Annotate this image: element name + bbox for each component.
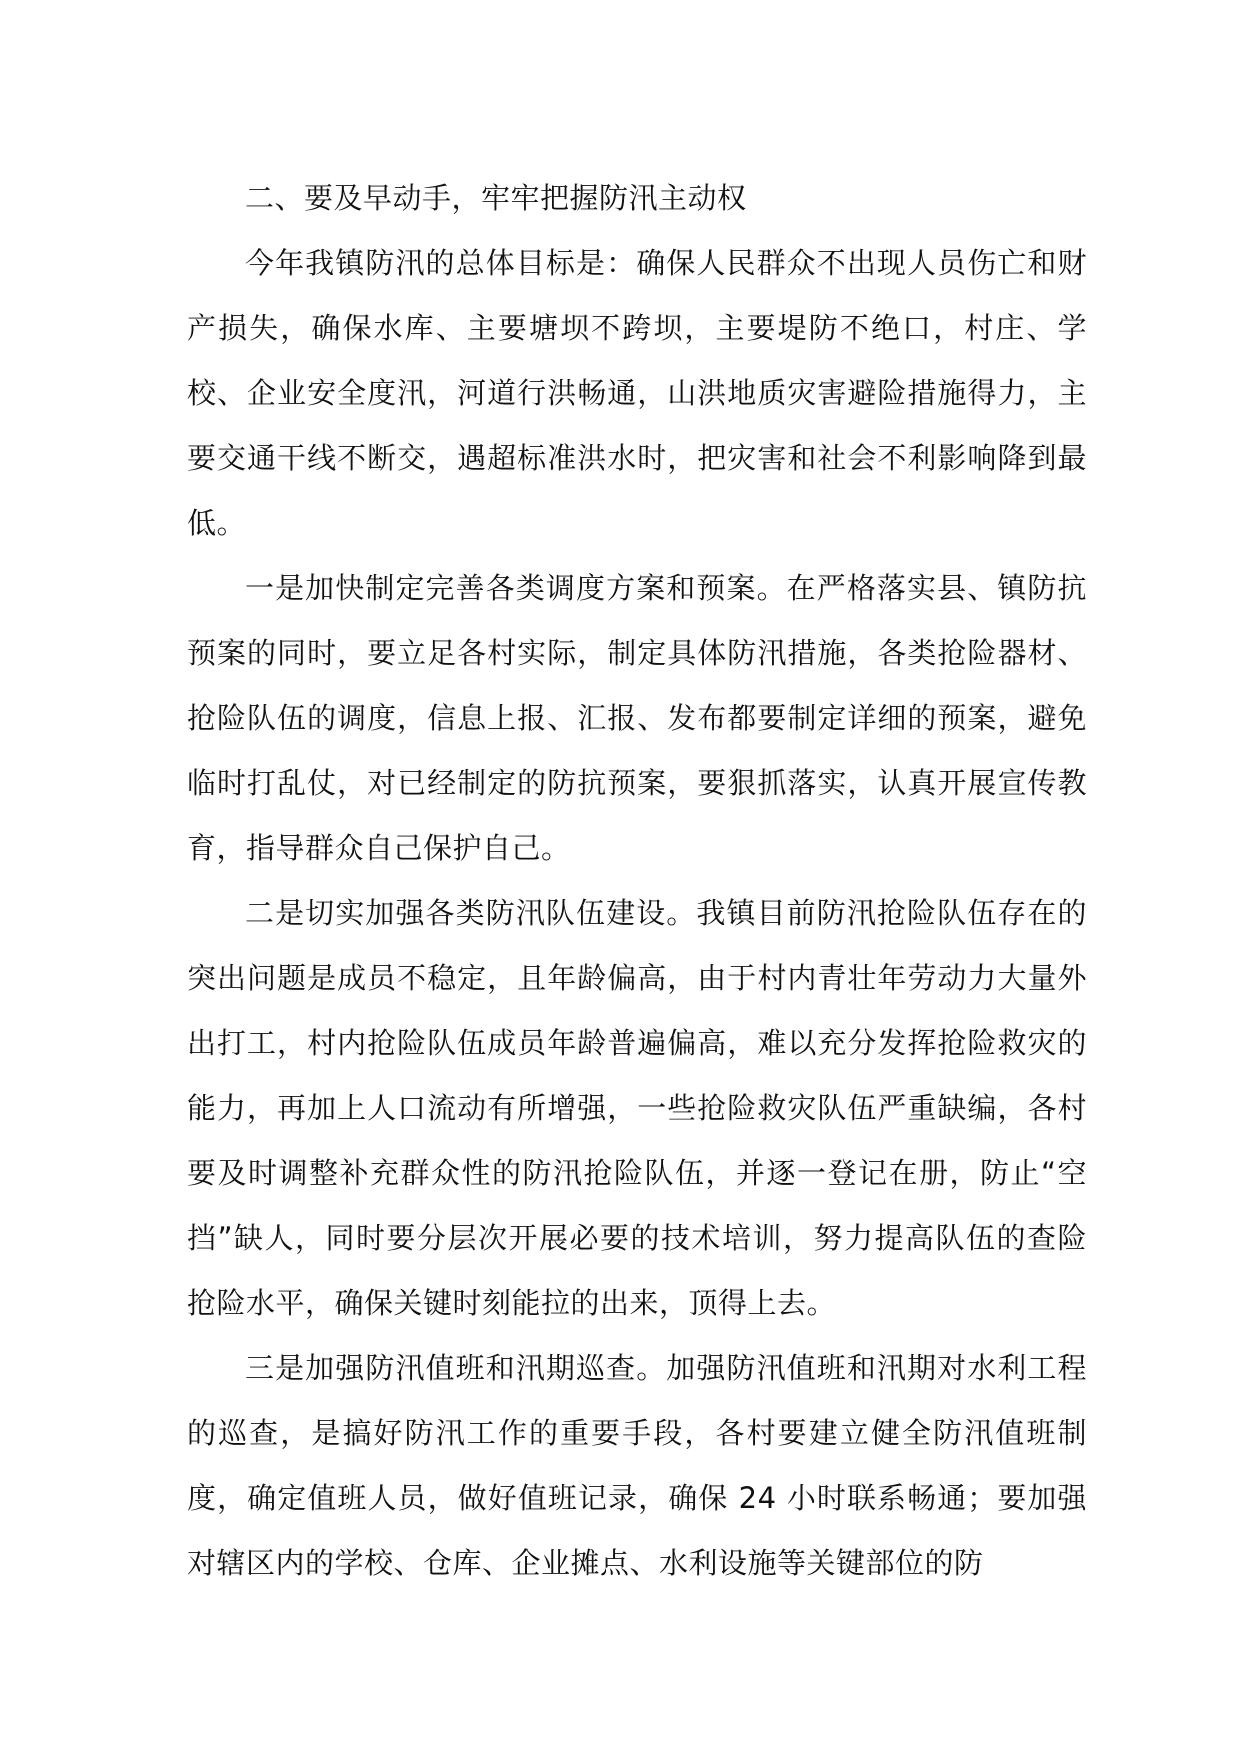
document-body xyxy=(187,166,1087,1596)
paragraph-plans: 一是加快制定完善各类调度方案和预案。在严格落实县、镇防抗预案的同时，要立足各村实际，制定具体防汛措施，各类抢险器材、抢险队伍的调度，信息上报、汇报、发布都要制定详细的预案，避免临时打乱仗，对已经制定的防抗预案，要狠抓落实，认真开展宣传教育，指导群众自己保护自己。 xyxy=(187,571,1087,865)
section-heading: 二、要及早动手，牢牢把握防汛主动权 xyxy=(245,181,747,215)
paragraph-overall-goal: 今年我镇防汛的总体目标是：确保人民群众不出现人员伤亡和财产损失，确保水库、主要塘坝不跨坝，主要堤防不绝口，村庄、学校、企业安全度汛，河道行洪畅通，山洪地质灾害避险措施得力，主要交通干线不断交，遇超标准洪水时，把灾害和社会不利影响降到最低。 xyxy=(187,246,1087,540)
paragraph-teams: 二是切实加强各类防汛队伍建设。我镇目前防汛抢险队伍存在的突出问题是成员不稳定，且年龄偏高，由于村内青壮年劳动力大量外出打工，村内抢险队伍成员年龄普遍偏高，难以充分发挥抢险救灾的能力，再加上人口流动有所增强，一些抢险救灾队伍严重缺编，各村要及时调整补充群众性的防汛抢险队伍，并逐一登记在册，防止“空挡”缺人，同时要分层次开展必要的技术培训，努力提高队伍的查险抢险水平，确保关键时刻能拉的出来，顶得上去。 xyxy=(187,896,1087,1320)
paragraph-duty-inspection: 三是加强防汛值班和汛期巡查。加强防汛值班和汛期对水利工程的巡查，是搞好防汛工作的重要手段，各村要建立健全防汛值班制度，确定值班人员，做好值班记录，确保 24 小时联系畅通；要加强对辖区内的学校、仓库、企业摊点、水利设施等关键部位的防 xyxy=(187,1351,1087,1580)
